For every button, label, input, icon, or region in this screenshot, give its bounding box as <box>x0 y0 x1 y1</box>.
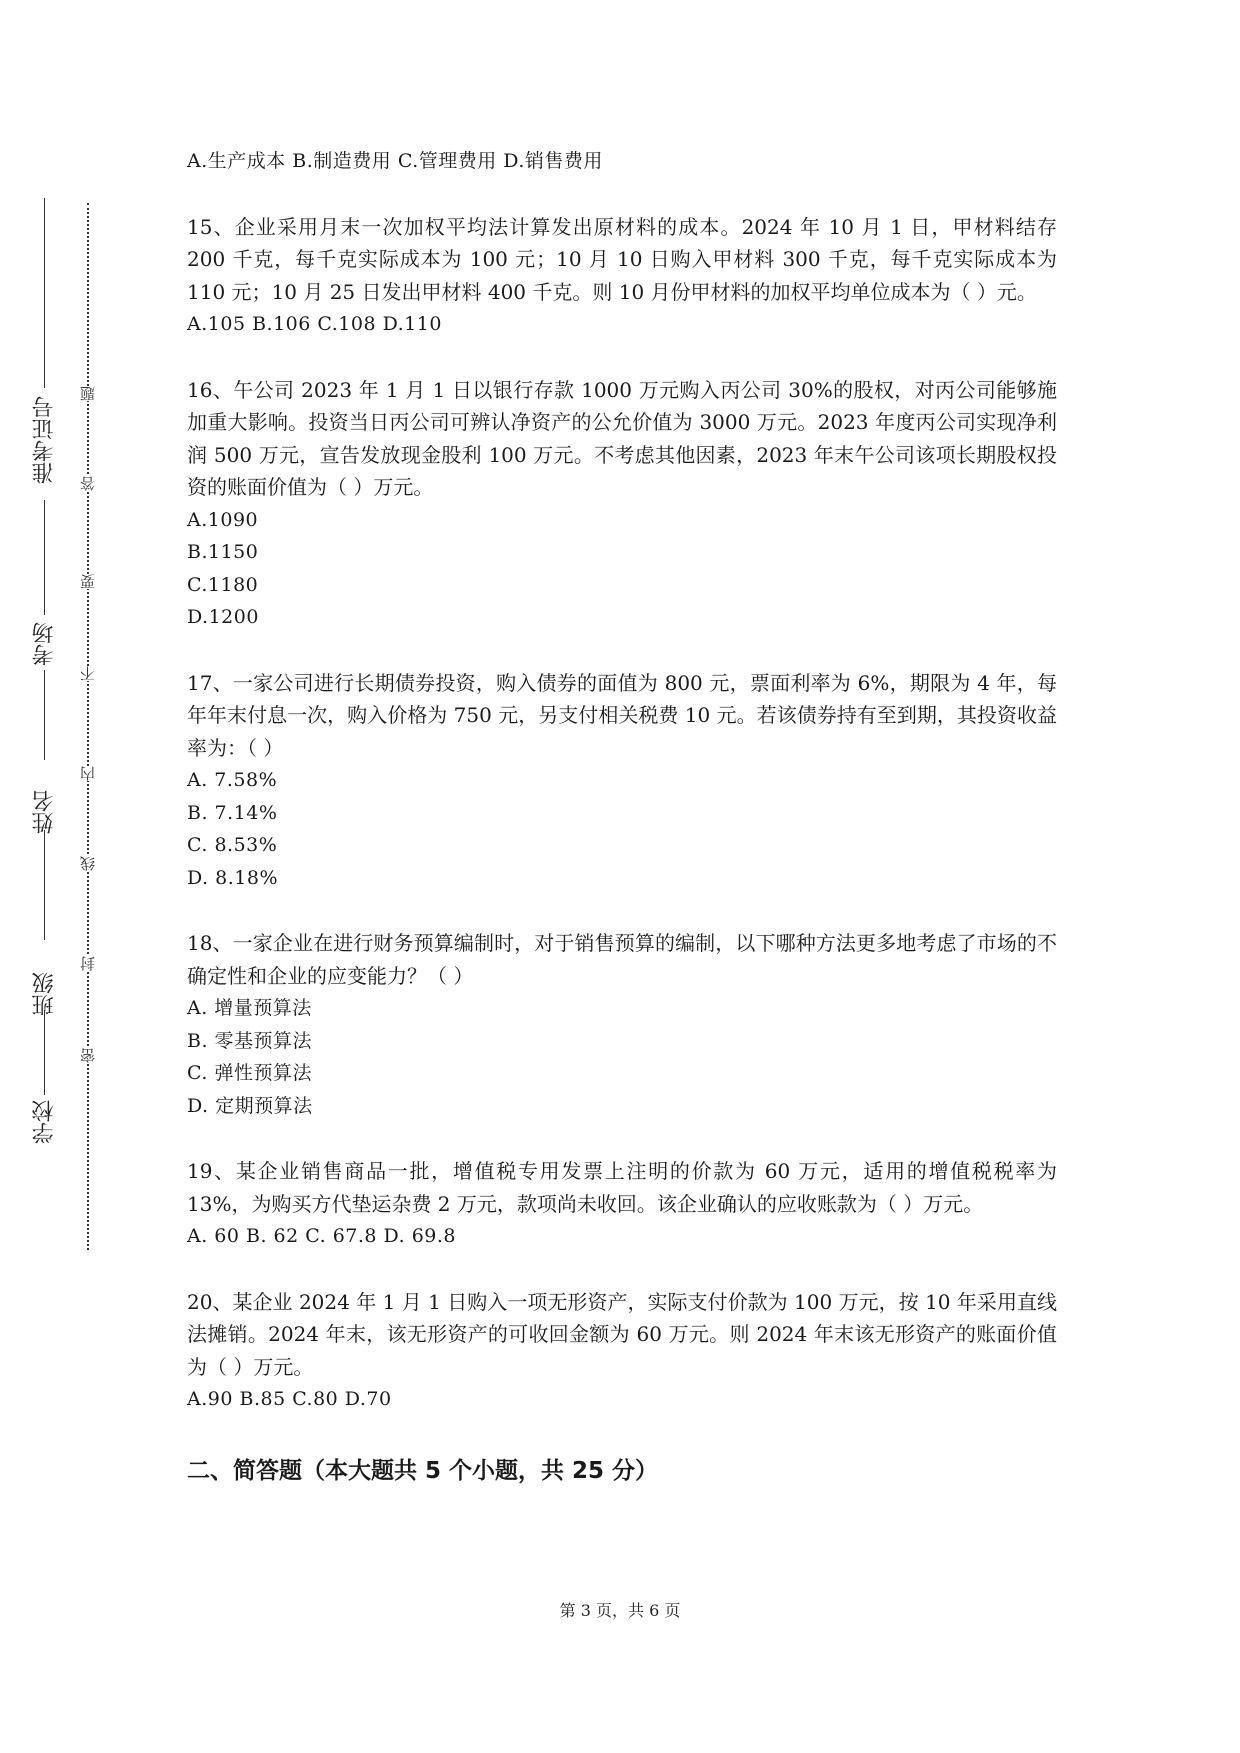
option-b: B.1150 <box>187 541 259 563</box>
field-line-exam-room <box>44 500 45 615</box>
field-line-exam-id <box>44 198 45 388</box>
seal-char: 封 <box>79 956 97 971</box>
exam-content <box>187 145 1057 1488</box>
question-stem: 20、某企业 2024 年 1 月 1 日购入一项无形资产，实际支付价款为 100 万元，按 10 年采用直线法摊销。2024 年末，该无形资产的可收回金额为 60 万元。则 2024 年末该无形资产的账面价值为（ ）万元。 <box>187 1289 1057 1379</box>
question-stem: 16、午公司 2023 年 1 月 1 日以银行存款 1000 万元购入丙公司 30%的股权，对丙公司能够施加重大影响。投资当日丙公司可辨认净资产的公允价值为 3000 万元。2023 年度丙公司实现净利润 500 万元，宣告发放现金股利 100 万元。不考虑其他因素，2023 年末午公司该项长期股权投资的账面价值为（ ）万元。 <box>187 377 1057 499</box>
option-b: B. 零基预算法 <box>187 1029 313 1052</box>
seal-char: 不 <box>79 666 97 681</box>
field-label-exam-id: 准考证号 <box>32 396 57 484</box>
option-c: C.1180 <box>187 573 259 596</box>
seal-char: 密 <box>79 1048 97 1063</box>
field-label-name: 姓名 <box>32 790 57 834</box>
binding-margin <box>0 0 120 1753</box>
question-stem: 18、一家企业在进行财务预算编制时，对于销售预算的编制，以下哪种方法更多地考虑了市场的不确定性和企业的应变能力？（ ） <box>187 931 1057 988</box>
field-label-class: 班级 <box>32 972 57 1016</box>
question-15 <box>187 211 1057 341</box>
question-options: A.生产成本 B.制造费用 C.管理费用 D.销售费用 <box>187 150 603 172</box>
seal-dotted-line <box>87 203 89 1250</box>
question-19 <box>187 1155 1057 1253</box>
field-label-exam-room: 考场 <box>32 622 57 666</box>
seal-char: 题 <box>79 386 97 401</box>
field-line-school <box>44 1010 45 1095</box>
question-stem: 19、某企业销售商品一批，增值税专用发票上注明的价款为 60 万元，适用的增值税税率为 13%，为购买方代垫运杂费 2 万元，款项尚未收回。该企业确认的应收账款为（ ）万元。 <box>187 1159 1057 1216</box>
option-a: A.1090 <box>187 508 259 531</box>
question-17 <box>187 667 1057 895</box>
question-20 <box>187 1286 1057 1416</box>
question-14-tail <box>187 145 1057 178</box>
field-line-class <box>44 830 45 940</box>
question-options: A. 60 B. 62 C. 67.8 D. 69.8 <box>187 1225 456 1247</box>
option-b: B. 7.14% <box>187 801 278 824</box>
question-stem: 17、一家公司进行长期债券投资，购入债券的面值为 800 元，票面利率为 6%，期限为 4 年，每年年末付息一次，购入价格为 750 元，另支付相关税费 10 元。若该债券持有至到期，其投资收益率为：（ ） <box>187 670 1057 760</box>
option-c: C. 8.53% <box>187 834 278 856</box>
seal-char: 线 <box>79 856 97 871</box>
option-d: D.1200 <box>187 606 259 628</box>
option-c: C. 弹性预算法 <box>187 1062 312 1084</box>
question-options: A.90 B.85 C.80 D.70 <box>187 1388 392 1410</box>
option-a: A. 增量预算法 <box>187 997 312 1019</box>
seal-char: 要 <box>79 574 97 589</box>
page-footer: 第 3 页，共 6 页 <box>559 1601 681 1620</box>
seal-char: 答 <box>79 476 97 491</box>
question-16 <box>187 374 1057 634</box>
option-d: D. 8.18% <box>187 866 278 889</box>
field-line-name <box>44 670 45 760</box>
field-label-school: 学校 <box>32 1100 57 1144</box>
section-heading: 二、简答题（本大题共 5 个小题，共 25 分） <box>187 1457 659 1484</box>
option-a: A. 7.58% <box>187 769 278 791</box>
option-d: D. 定期预算法 <box>187 1094 313 1117</box>
seal-char: 内 <box>79 766 97 781</box>
question-options: A.105 B.106 C.108 D.110 <box>187 313 442 335</box>
question-stem: 15、企业采用月末一次加权平均法计算发出原材料的成本。2024 年 10 月 1 日，甲材料结存 200 千克，每千克实际成本为 100 元；10 月 10 日购入甲材料 300 千克，每千克实际成本为 110 元；10 月 25 日发出甲材料 400 千克。则 10 月份甲材料的加权平均单位成本为（ ）元。 <box>187 214 1057 304</box>
question-18 <box>187 927 1057 1122</box>
